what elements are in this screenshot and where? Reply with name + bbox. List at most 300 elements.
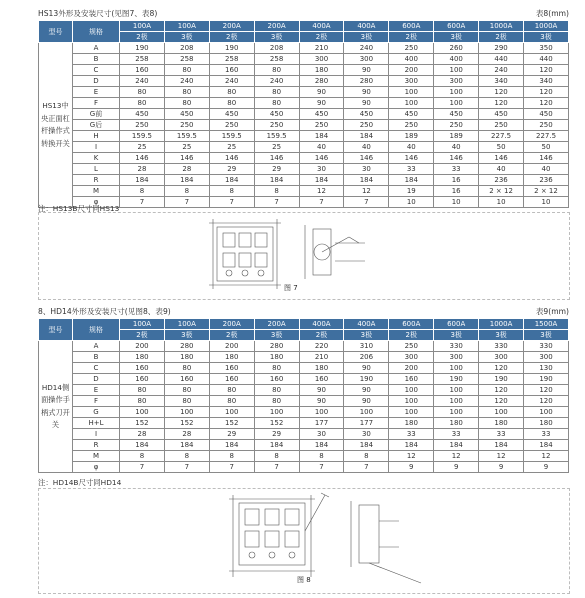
table-cell: 300 [299, 54, 344, 65]
table-cell: 100 [434, 385, 479, 396]
table-cell: 240 [120, 76, 165, 87]
table-cell: 12 [524, 451, 569, 462]
table-row [39, 131, 569, 142]
header-model: 型号 [39, 21, 73, 43]
table-cell: 160 [120, 363, 165, 374]
row-label: C [73, 65, 120, 76]
table-cell: 146 [299, 153, 344, 164]
table-cell: 189 [389, 131, 434, 142]
table-cell: 90 [344, 65, 389, 76]
table-row [39, 429, 569, 440]
table-cell: 100 [434, 407, 479, 418]
table-cell: 240 [479, 65, 524, 76]
table-cell: 80 [209, 98, 254, 109]
table-cell: 40 [434, 142, 479, 153]
table-cell: 190 [434, 374, 479, 385]
table-cell: 100 [479, 407, 524, 418]
table-cell: 300 [389, 352, 434, 363]
row-label: E [73, 87, 120, 98]
table-row [39, 363, 569, 374]
table-cell: 146 [524, 153, 569, 164]
table-cell: 120 [524, 385, 569, 396]
row-label: R [73, 440, 120, 451]
header-poles: 3极 [344, 32, 389, 43]
table-cell: 160 [209, 65, 254, 76]
table-cell: 100 [389, 385, 434, 396]
table-cell: 80 [254, 396, 299, 407]
header-poles: 3极 [344, 330, 389, 341]
table-cell: 80 [164, 385, 209, 396]
row-label: K [73, 153, 120, 164]
table-cell: 28 [120, 429, 165, 440]
figure7-box [38, 212, 570, 300]
table-cell: 250 [389, 43, 434, 54]
row-label: A [73, 43, 120, 54]
table-cell: 159.5 [164, 131, 209, 142]
table-cell: 180 [434, 418, 479, 429]
table-cell: 120 [479, 396, 524, 407]
table-cell: 33 [524, 429, 569, 440]
table-cell: 180 [389, 418, 434, 429]
table-cell: 440 [479, 54, 524, 65]
header-current: 600A [389, 21, 434, 32]
row-label: C [73, 363, 120, 374]
table-cell: 80 [164, 98, 209, 109]
table-cell: 210 [299, 352, 344, 363]
header-poles: 3极 [254, 330, 299, 341]
header-poles: 3极 [164, 330, 209, 341]
table-cell: 100 [389, 98, 434, 109]
table-cell: 33 [434, 164, 479, 175]
table-cell: 120 [479, 385, 524, 396]
table-cell: 450 [299, 109, 344, 120]
table-row [39, 374, 569, 385]
row-label: R [73, 175, 120, 186]
table-cell: 8 [254, 186, 299, 197]
table-cell: 450 [389, 109, 434, 120]
table-row [39, 186, 569, 197]
table-cell: 100 [389, 396, 434, 407]
table-cell: 258 [164, 54, 209, 65]
table-cell: 7 [164, 197, 209, 208]
table-cell: 184 [120, 440, 165, 451]
table8-caption: HS13外形及安装尺寸(见图7、表8) [38, 9, 158, 18]
table-cell: 300 [434, 76, 479, 87]
table-cell: 40 [389, 142, 434, 153]
table-cell: 10 [434, 197, 479, 208]
table-cell: 90 [299, 87, 344, 98]
table-cell: 25 [164, 142, 209, 153]
table-cell: 29 [254, 429, 299, 440]
table-cell: 9 [479, 462, 524, 473]
table-cell: 180 [479, 418, 524, 429]
table-row [39, 440, 569, 451]
table9 [38, 318, 569, 473]
table-cell: 29 [254, 164, 299, 175]
table-cell: 146 [164, 153, 209, 164]
header-current: 100A [164, 21, 209, 32]
table-cell: 7 [254, 197, 299, 208]
header-current: 400A [344, 319, 389, 330]
table-cell: 208 [254, 43, 299, 54]
header-current: 200A [254, 21, 299, 32]
table-cell: 8 [209, 451, 254, 462]
table-cell: 2 × 12 [524, 186, 569, 197]
row-label: H [73, 131, 120, 142]
table-cell: 310 [344, 341, 389, 352]
table-cell: 80 [120, 87, 165, 98]
table-cell: 8 [164, 451, 209, 462]
header-current: 1000A [479, 319, 524, 330]
table-cell: 200 [389, 363, 434, 374]
table-cell: 340 [524, 76, 569, 87]
table-cell: 258 [254, 54, 299, 65]
header-poles: 2极 [479, 32, 524, 43]
header-current: 200A [209, 21, 254, 32]
table-cell: 450 [344, 109, 389, 120]
table-cell: 100 [434, 396, 479, 407]
table-cell: 250 [479, 120, 524, 131]
table-row [39, 164, 569, 175]
row-label: F [73, 98, 120, 109]
table-cell: 25 [209, 142, 254, 153]
row-label: I [73, 142, 120, 153]
table-cell: 250 [254, 120, 299, 131]
table-cell: 159.5 [120, 131, 165, 142]
header-poles: 2极 [299, 330, 344, 341]
table-cell: 40 [479, 164, 524, 175]
header-poles: 2极 [209, 32, 254, 43]
table-cell: 80 [120, 396, 165, 407]
table9-note: 注：HD14B尺寸同HD14 [38, 478, 122, 487]
table-row [39, 462, 569, 473]
table-cell: 190 [344, 374, 389, 385]
row-label: G [73, 407, 120, 418]
table-cell: 146 [344, 153, 389, 164]
table-row [39, 109, 569, 120]
table-cell: 227.5 [524, 131, 569, 142]
table-cell: 208 [164, 43, 209, 54]
table-cell: 90 [344, 87, 389, 98]
table-cell: 90 [299, 396, 344, 407]
table-row [39, 153, 569, 164]
table-cell: 190 [524, 374, 569, 385]
table-cell: 190 [120, 43, 165, 54]
table-cell: 90 [344, 98, 389, 109]
table-cell: 100 [209, 407, 254, 418]
table-cell: 50 [524, 142, 569, 153]
table-cell: 184 [164, 440, 209, 451]
table-cell: 100 [434, 98, 479, 109]
table-cell: 100 [254, 407, 299, 418]
table-row [39, 385, 569, 396]
table-cell: 8 [209, 186, 254, 197]
table-cell: 180 [299, 363, 344, 374]
table-cell: 80 [164, 396, 209, 407]
table-cell: 146 [479, 153, 524, 164]
table-cell: 9 [389, 462, 434, 473]
table-cell: 290 [479, 43, 524, 54]
table-cell: 280 [344, 76, 389, 87]
table-cell: 240 [254, 76, 299, 87]
table-cell: 33 [434, 429, 479, 440]
table-row [39, 65, 569, 76]
table-cell: 236 [479, 175, 524, 186]
table-row [39, 54, 569, 65]
table-cell: 180 [164, 352, 209, 363]
header-current: 400A [299, 319, 344, 330]
table-cell: 16 [434, 186, 479, 197]
row-label: I [73, 429, 120, 440]
table-cell: 450 [434, 109, 479, 120]
table-cell: 29 [209, 429, 254, 440]
table-cell: 7 [344, 462, 389, 473]
table8-unit: 表8(mm) [535, 9, 569, 18]
header-current: 1000A [524, 21, 569, 32]
table-cell: 40 [344, 142, 389, 153]
table9-unit: 表9(mm) [535, 307, 569, 316]
header-current: 1000A [479, 21, 524, 32]
table-cell: 100 [434, 87, 479, 98]
model-name: HS13中央正面杠杆操作式转换开关 [39, 43, 73, 208]
figure7-label: 图 7 [284, 284, 298, 292]
table-cell: 28 [120, 164, 165, 175]
table-cell: 184 [344, 131, 389, 142]
table-cell: 10 [389, 197, 434, 208]
table-cell: 450 [120, 109, 165, 120]
table-cell: 180 [120, 352, 165, 363]
table-cell: 130 [524, 363, 569, 374]
table-cell: 80 [254, 363, 299, 374]
table-cell: 80 [254, 65, 299, 76]
table-cell: 330 [434, 341, 479, 352]
header-current: 1500A [524, 319, 569, 330]
table-cell: 330 [479, 341, 524, 352]
table-cell: 450 [524, 109, 569, 120]
table-row [39, 43, 569, 54]
table-cell: 12 [299, 186, 344, 197]
table-cell: 40 [524, 164, 569, 175]
header-poles: 2极 [389, 330, 434, 341]
table-cell: 190 [479, 374, 524, 385]
table-cell: 146 [120, 153, 165, 164]
table-cell: 258 [120, 54, 165, 65]
header-current: 400A [344, 21, 389, 32]
table-cell: 280 [299, 76, 344, 87]
table-cell: 7 [299, 197, 344, 208]
table-cell: 184 [254, 175, 299, 186]
table-cell: 184 [164, 175, 209, 186]
header-current: 200A [209, 319, 254, 330]
table-cell: 220 [299, 341, 344, 352]
header-current: 600A [434, 21, 479, 32]
table-cell: 16 [434, 175, 479, 186]
table-cell: 260 [434, 43, 479, 54]
table-cell: 180 [254, 352, 299, 363]
table-cell: 250 [524, 120, 569, 131]
table-cell: 120 [479, 87, 524, 98]
table-cell: 12 [434, 451, 479, 462]
table-cell: 90 [344, 363, 389, 374]
table-cell: 300 [479, 352, 524, 363]
figure8-drawing [199, 491, 439, 591]
table-cell: 250 [299, 120, 344, 131]
header-current: 100A [164, 319, 209, 330]
model-name: HD14侧面操作手柄式刀开关 [39, 341, 73, 473]
table-cell: 12 [389, 451, 434, 462]
table-cell: 300 [344, 54, 389, 65]
header-poles: 2极 [299, 32, 344, 43]
table-cell: 25 [254, 142, 299, 153]
table-cell: 184 [299, 131, 344, 142]
table-cell: 160 [120, 65, 165, 76]
table-cell: 80 [164, 65, 209, 76]
table-cell: 12 [344, 186, 389, 197]
table-cell: 184 [299, 175, 344, 186]
table-cell: 33 [479, 429, 524, 440]
row-label: E [73, 385, 120, 396]
table-row [39, 341, 569, 352]
table-cell: 160 [164, 374, 209, 385]
table-row [39, 418, 569, 429]
table-cell: 80 [120, 98, 165, 109]
table-cell: 206 [344, 352, 389, 363]
table-cell: 200 [389, 65, 434, 76]
table-cell: 90 [299, 385, 344, 396]
table-cell: 240 [164, 76, 209, 87]
table-cell: 8 [120, 451, 165, 462]
table-cell: 146 [389, 153, 434, 164]
table-cell: 7 [120, 197, 165, 208]
header-spec: 规格 [73, 319, 120, 341]
table-row [39, 142, 569, 153]
table-cell: 9 [524, 462, 569, 473]
table-cell: 240 [209, 76, 254, 87]
header-current: 100A [120, 319, 165, 330]
table-cell: 7 [344, 197, 389, 208]
table-cell: 200 [209, 341, 254, 352]
table-cell: 28 [164, 429, 209, 440]
row-label: φ [73, 197, 120, 208]
table-cell: 440 [524, 54, 569, 65]
table-cell: 184 [254, 440, 299, 451]
row-label: L [73, 164, 120, 175]
table-cell: 120 [479, 363, 524, 374]
table-cell: 184 [344, 175, 389, 186]
table-cell: 240 [344, 43, 389, 54]
header-poles: 3极 [434, 32, 479, 43]
table-cell: 146 [254, 153, 299, 164]
table-cell: 400 [434, 54, 479, 65]
table-cell: 100 [299, 407, 344, 418]
row-label: G前 [73, 109, 120, 120]
table-cell: 80 [209, 87, 254, 98]
table-cell: 280 [254, 341, 299, 352]
table-cell: 30 [299, 429, 344, 440]
table-row [39, 98, 569, 109]
header-poles: 3极 [524, 330, 569, 341]
table-cell: 189 [434, 131, 479, 142]
table-cell: 146 [434, 153, 479, 164]
table-cell: 184 [389, 440, 434, 451]
table-cell: 160 [299, 374, 344, 385]
table-cell: 250 [209, 120, 254, 131]
table-cell: 250 [389, 341, 434, 352]
table-cell: 8 [164, 186, 209, 197]
header-poles: 3极 [479, 330, 524, 341]
table-cell: 100 [434, 65, 479, 76]
table-cell: 8 [344, 451, 389, 462]
row-label: B [73, 54, 120, 65]
table-cell: 280 [164, 341, 209, 352]
header-poles: 3极 [164, 32, 209, 43]
table8 [38, 20, 569, 208]
table-cell: 227.5 [479, 131, 524, 142]
header-current: 100A [120, 21, 165, 32]
table-cell: 184 [299, 440, 344, 451]
table-cell: 250 [344, 120, 389, 131]
table9-caption: 8、HD14外形及安装尺寸(见图8、表9) [38, 307, 171, 316]
table-cell: 100 [164, 407, 209, 418]
table-cell: 152 [120, 418, 165, 429]
table-cell: 12 [479, 451, 524, 462]
table-cell: 184 [434, 440, 479, 451]
table-cell: 80 [254, 87, 299, 98]
table-cell: 80 [120, 385, 165, 396]
table-cell: 146 [209, 153, 254, 164]
table-cell: 100 [389, 407, 434, 418]
table-cell: 90 [344, 396, 389, 407]
row-label: G后 [73, 120, 120, 131]
table-cell: 180 [299, 65, 344, 76]
header-poles: 2极 [209, 330, 254, 341]
table-cell: 10 [479, 197, 524, 208]
table-cell: 120 [524, 396, 569, 407]
figure8-box [38, 488, 570, 594]
header-poles: 3极 [434, 330, 479, 341]
table-cell: 180 [524, 418, 569, 429]
figure7-drawing [209, 213, 409, 297]
table-cell: 159.5 [209, 131, 254, 142]
table-cell: 450 [479, 109, 524, 120]
table-cell: 7 [209, 197, 254, 208]
table-cell: 330 [524, 341, 569, 352]
table-cell: 120 [524, 87, 569, 98]
header-current: 400A [299, 21, 344, 32]
table-cell: 80 [254, 98, 299, 109]
table-cell: 7 [254, 462, 299, 473]
table-cell: 184 [524, 440, 569, 451]
table8-note: 注：HS13B尺寸同HS13 [38, 204, 120, 213]
row-label: A [73, 341, 120, 352]
table-cell: 100 [389, 87, 434, 98]
table-row [39, 396, 569, 407]
table-cell: 120 [524, 98, 569, 109]
table-cell: 400 [389, 54, 434, 65]
table-cell: 160 [209, 374, 254, 385]
table-cell: 210 [299, 43, 344, 54]
table-cell: 120 [479, 98, 524, 109]
row-label: φ [73, 462, 120, 473]
row-label: B [73, 352, 120, 363]
table-cell: 10 [524, 197, 569, 208]
table-row [39, 451, 569, 462]
header-model: 型号 [39, 319, 73, 341]
table-cell: 250 [434, 120, 479, 131]
header-poles: 2极 [120, 32, 165, 43]
table-cell: 250 [389, 120, 434, 131]
row-label: D [73, 76, 120, 87]
